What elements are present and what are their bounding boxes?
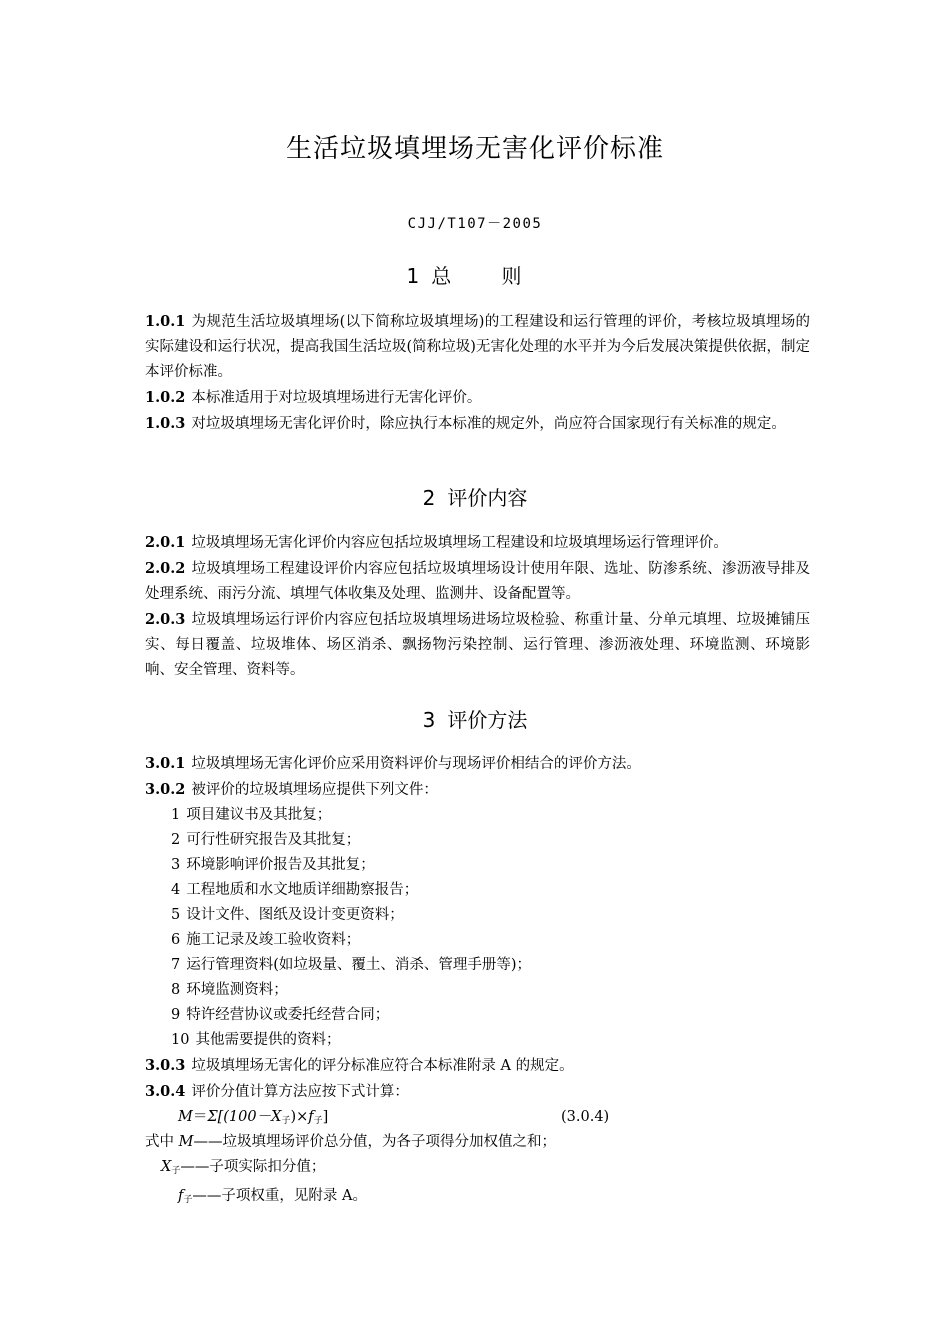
section-title: 评价内容: [447, 486, 528, 510]
list-item-text: 环境监测资料；: [186, 982, 288, 998]
clause-number: 2.0.3: [145, 611, 186, 628]
document-list-item: [145, 853, 810, 878]
document-list-item: [145, 828, 810, 853]
document-list-item: [145, 878, 810, 903]
definition-var: M: [178, 1134, 194, 1150]
document-list-item: [145, 978, 810, 1003]
formula-close-bracket: ]: [322, 1109, 329, 1125]
list-item-number: 8: [171, 982, 181, 998]
formula-var-x: X: [271, 1109, 282, 1125]
list-item-number: 5: [171, 907, 181, 923]
list-item-text: 设计文件、图纸及设计变更资料；: [186, 907, 404, 923]
clause-2-0-3: [145, 607, 810, 683]
list-item-text: 工程地质和水文地质详细勘察报告；: [186, 882, 419, 898]
standard-code: CJJ/T107－2005: [407, 216, 543, 232]
list-item-number: 1: [171, 807, 181, 823]
list-item-number: 10: [171, 1032, 190, 1048]
document-list-item: [145, 903, 810, 928]
clause-1-0-1: [145, 309, 810, 385]
section-number: 1: [406, 264, 420, 288]
document-list-item: [145, 803, 810, 828]
formula-3-0-4: [145, 1105, 810, 1130]
section-heading-2: [0, 482, 950, 511]
clause-3-0-3: [145, 1053, 810, 1079]
document-list-item: [145, 1028, 810, 1053]
section-heading-1: [0, 260, 950, 289]
clause-3-0-1: [145, 751, 810, 777]
clause-text: 评价分值计算方法应按下式计算：: [191, 1084, 409, 1100]
definition-var: f: [178, 1188, 184, 1204]
formula-var-f: f: [308, 1109, 314, 1125]
clause-number: 3.0.3: [145, 1057, 186, 1074]
clause-text: 垃圾填埋场无害化评价内容应包括垃圾填埋场工程建设和垃圾填埋场运行管理评价。: [191, 535, 728, 551]
definition-text: ——子项实际扣分值；: [180, 1159, 326, 1175]
definition-text: ——垃圾填埋场评价总分值，为各子项得分加权值之和；: [193, 1134, 556, 1150]
clause-1-0-3: [145, 411, 810, 437]
list-item-number: 6: [171, 932, 181, 948]
section-heading-3: [0, 704, 950, 733]
definition-var: X: [161, 1159, 172, 1175]
definition-subscript: 子: [171, 1166, 181, 1176]
clause-2-0-2: [145, 556, 810, 607]
list-item-text: 环境影响评价报告及其批复；: [186, 857, 375, 873]
formula-number: (3.0.4): [561, 1109, 610, 1125]
list-item-number: 7: [171, 957, 181, 973]
clause-text: 垃圾填埋场工程建设评价内容应包括垃圾填埋场设计使用年限、选址、防渗系统、渗沥液导排及处理系统、雨污分流、填埋气体收集及处理、监测井、设备配置等。: [145, 561, 810, 602]
document-list-item: [145, 953, 810, 978]
formula-expression: [178, 1105, 328, 1134]
list-item-text: 运行管理资料(如垃圾量、覆土、消杀、管理手册等)；: [186, 957, 532, 973]
list-item-text: 项目建议书及其批复；: [186, 807, 332, 823]
formula-equals: ＝: [192, 1109, 208, 1125]
list-item-text: 特许经营协议或委托经营合同；: [186, 1007, 390, 1023]
document-title: 生活垃圾填埋场无害化评价标准: [285, 134, 664, 164]
definition-prefix: 式中: [145, 1134, 179, 1150]
formula-sigma: Σ[(100－: [207, 1109, 272, 1125]
clause-number: 1.0.1: [145, 313, 186, 330]
section-1-body: [145, 309, 810, 437]
definition-x: [145, 1155, 810, 1184]
list-item-text: 其他需要提供的资料；: [195, 1032, 341, 1048]
clause-text: 对垃圾填埋场无害化评价时，除应执行本标准的规定外，尚应符合国家现行有关标准的规定。: [191, 416, 786, 432]
clause-text: 本标准适用于对垃圾填埋场进行无害化评价。: [191, 390, 482, 406]
definition-subscript: 子: [183, 1195, 193, 1205]
section-2-body: [145, 530, 810, 683]
list-item-number: 2: [171, 832, 181, 848]
clause-number: 3.0.2: [145, 781, 186, 798]
section-number: 3: [422, 708, 436, 732]
list-item-number: 9: [171, 1007, 181, 1023]
section-title: 总 则: [431, 264, 544, 288]
clause-text: 被评价的垃圾填埋场应提供下列文件：: [191, 782, 438, 798]
clause-1-0-2: [145, 385, 810, 411]
list-item-text: 施工记录及竣工验收资料；: [186, 932, 361, 948]
clause-number: 2.0.1: [145, 534, 186, 551]
definition-text: ——子项权重，见附录 A。: [192, 1188, 367, 1204]
formula-subscript: 子: [313, 1116, 323, 1126]
section-title: 评价方法: [447, 708, 528, 732]
clause-text: 垃圾填埋场无害化评价应采用资料评价与现场评价相结合的评价方法。: [191, 756, 641, 772]
clause-number: 2.0.2: [145, 560, 186, 577]
formula-times: )×: [290, 1109, 309, 1125]
list-item-number: 4: [171, 882, 181, 898]
definition-f: [145, 1184, 810, 1213]
formula-subscript: 子: [281, 1116, 291, 1126]
clause-2-0-1: [145, 530, 810, 556]
clause-3-0-2: [145, 777, 810, 803]
document-list-item: [145, 1003, 810, 1028]
clause-number: 3.0.4: [145, 1083, 186, 1100]
section-number: 2: [422, 486, 436, 510]
document-list-item: [145, 928, 810, 953]
clause-text: 垃圾填埋场运行评价内容应包括垃圾填埋场进场垃圾检验、称重计量、分单元填埋、垃圾摊铺压实、每日覆盖、垃圾堆体、场区消杀、飘扬物污染控制、运行管理、渗沥液处理、环境监测、环境影响、安全管理、资料等。: [145, 612, 810, 678]
list-item-number: 3: [171, 857, 181, 873]
clause-text: 垃圾填埋场无害化的评分标准应符合本标准附录 A 的规定。: [191, 1058, 574, 1074]
section-3-body: [145, 751, 810, 1213]
clause-number: 1.0.2: [145, 389, 186, 406]
clause-number: 3.0.1: [145, 755, 186, 772]
clause-text: 为规范生活垃圾填埋场(以下简称垃圾填埋场)的工程建设和运行管理的评价，考核垃圾填埋场的实际建设和运行状况，提高我国生活垃圾(简称垃圾)无害化处理的水平并为今后发展决策提供依据，制定本评价标准。: [145, 314, 810, 380]
clause-number: 1.0.3: [145, 415, 186, 432]
clause-3-0-4: [145, 1079, 810, 1105]
formula-var-m: M: [178, 1109, 193, 1125]
list-item-text: 可行性研究报告及其批复；: [186, 832, 361, 848]
